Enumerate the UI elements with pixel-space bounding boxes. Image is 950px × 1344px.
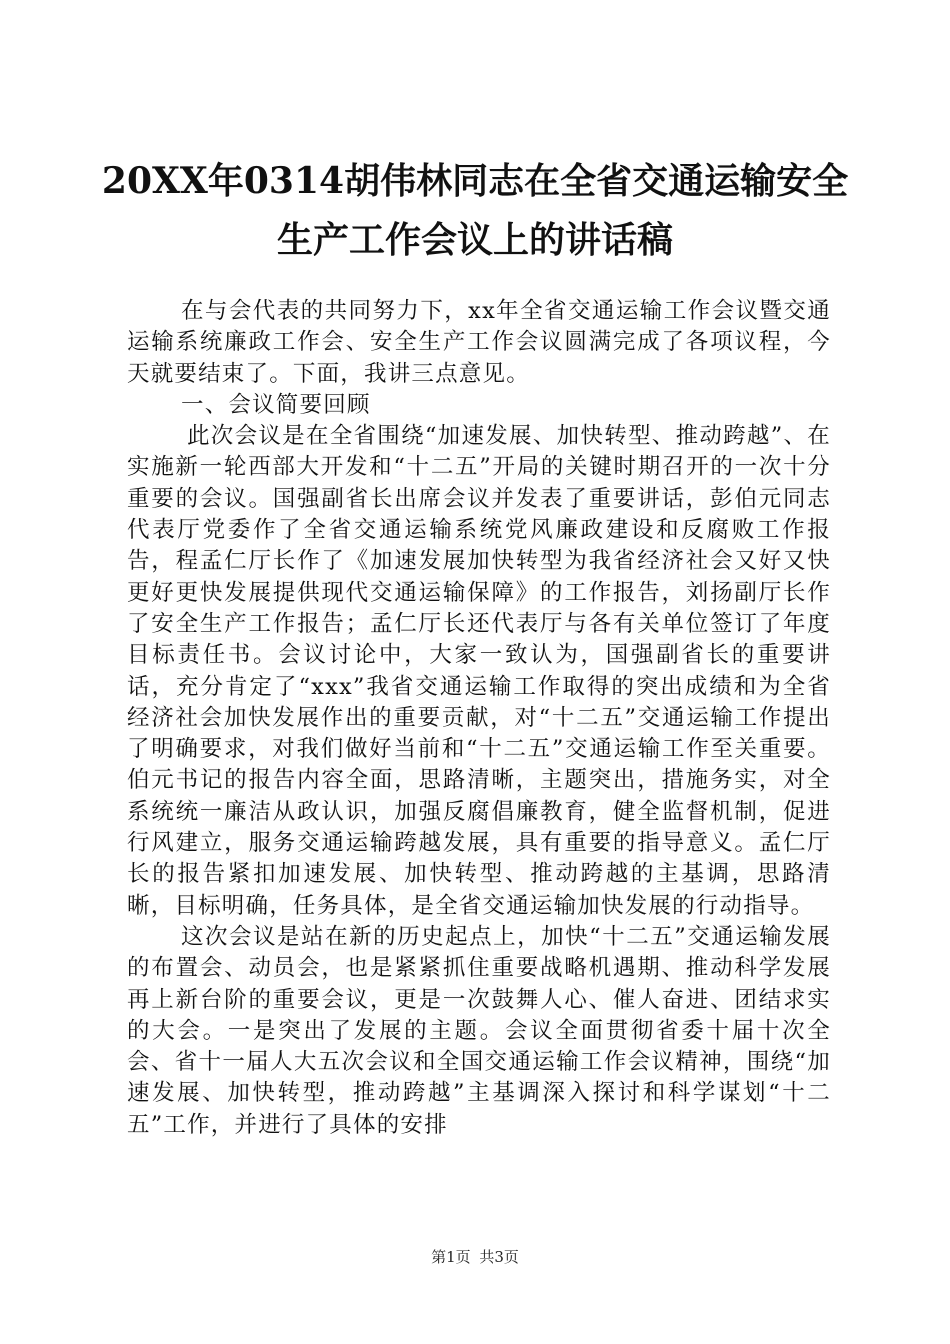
page-total: 共3页: [479, 1248, 519, 1266]
document-title-line-2: 生产工作会议上的讲话稿: [276, 219, 673, 261]
paragraph-meeting-significance: 这次会议是站在新的历史起点上，加快“十二五”交通运输发展的布置会、动员会，也是紧紧抓住重要战略机遇期、推动科学发展再上新台阶的重要会议，更是一次鼓舞人心、催人奋进、团结求实的大会。一是突出了发展的主题。会议全面贯彻省委十届十次全会、省十一届人大五次会议和全国交通运输工作会议精神，围绕“加速发展、加快转型，推动跨越”主基调深入探讨和科学谋划“十二五”工作，并进行了具体的安排: [127, 923, 831, 1138]
document-body: [127, 296, 831, 1141]
page-number: 第1页: [431, 1248, 471, 1266]
page-footer: [0, 1248, 950, 1266]
paragraph-intro: 在与会代表的共同努力下，xx年全省交通运输工作会议暨交通运输系统廉政工作会、安全生产工作会议圆满完成了各项议程，今天就要结束了。下面，我讲三点意见。: [127, 298, 831, 387]
paragraph-review: 此次会议是在全省围绕“加速发展、加快转型、推动跨越”、在实施新一轮西部大开发和“十二五”开局的关键时期召开的一次十分重要的会议。国强副省长出席会议并发表了重要讲话，彭伯元同志代表厅党委作了全省交通运输系统党风廉政建设和反腐败工作报告，程孟仁厅长作了《加速发展加快转型为我省经济社会又好又快更好更快发展提供现代交通运输保障》的工作报告，刘扬副厅长作了安全生产工作报告；孟仁厅长还代表厅与各有关单位签订了年度目标责任书。会议讨论中，大家一致认为，国强副省长的重要讲话，充分肯定了“xxx”我省交通运输工作取得的突出成绩和为全省经济社会加快发展作出的重要贡献，对“十二五”交通运输工作提出了明确要求，对我们做好当前和“十二五”交通运输工作至关重要。伯元书记的报告内容全面，思路清晰，主题突出，措施务实，对全系统统一廉洁从政认识，加强反腐倡廉教育，健全监督机制，促进行风建立，服务交通运输跨越发展，具有重要的指导意义。孟仁厅长的报告紧扣加速发展、加快转型、推动跨越的主基调，思路清晰，目标明确，任务具体，是全省交通运输加快发展的行动指导。: [127, 423, 831, 919]
section-heading: 一、会议简要回顾: [181, 391, 371, 418]
document-title-line-1: 20XX年0314胡伟林同志在全省交通运输安全: [101, 160, 849, 202]
